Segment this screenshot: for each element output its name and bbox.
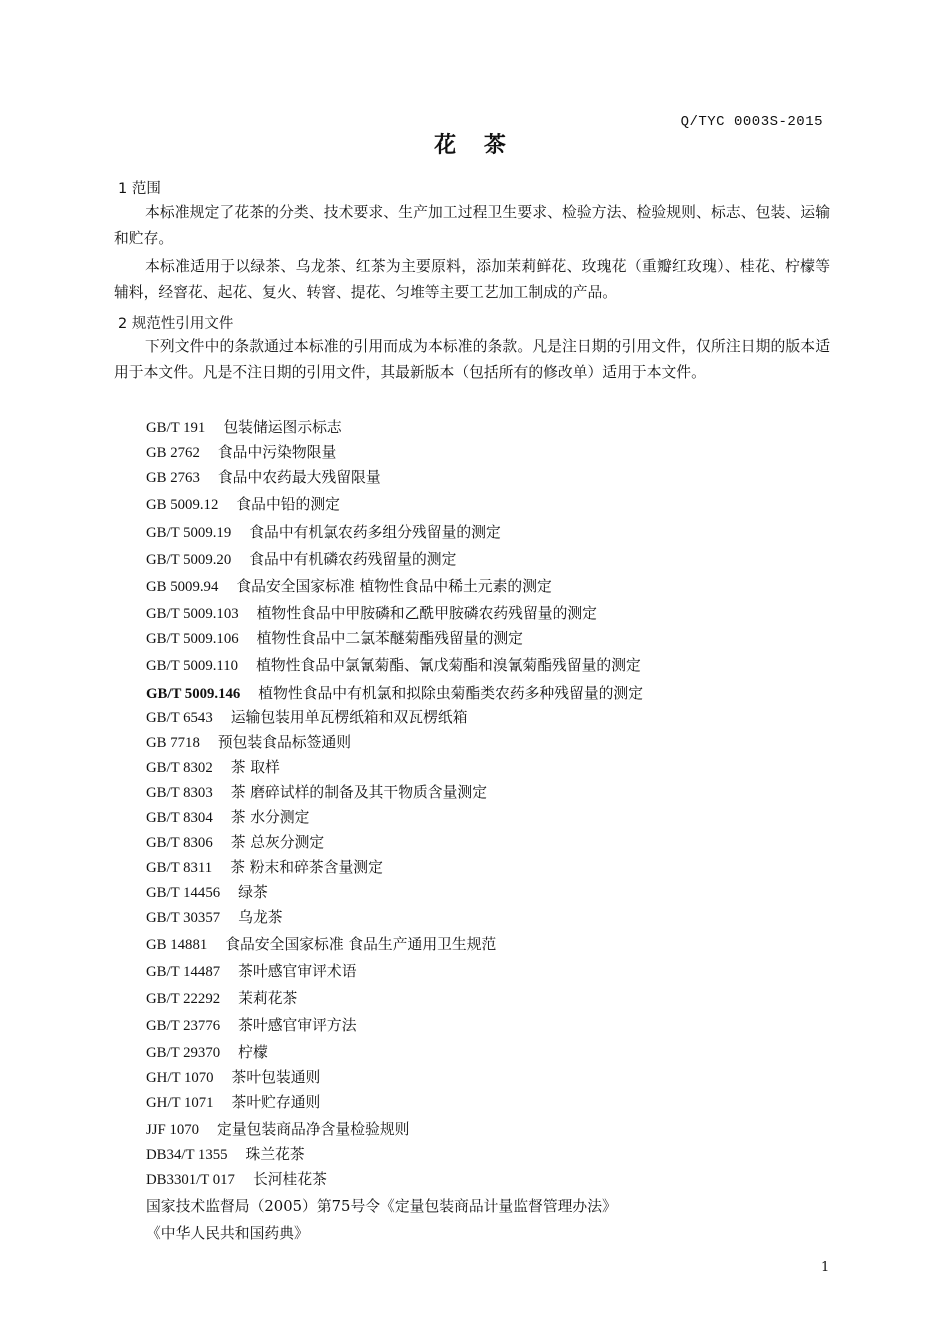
reference-title: 植物性食品中有机氯和拟除虫菊酯类农药多种残留量的测定 (258, 685, 644, 702)
reference-code: JJF 1070 (146, 1122, 200, 1138)
reference-code: GB 5009.94 (146, 579, 219, 595)
reference-code: DB3301/T 017 (146, 1172, 235, 1188)
reference-code: GB/T 14487 (146, 964, 221, 980)
reference-code: GH/T 1071 (146, 1095, 214, 1111)
reference-title: 茶 总灰分测定 (230, 834, 325, 851)
reference-code: GB/T 5009.103 (146, 606, 239, 622)
reference-code: GB/T 8302 (146, 760, 213, 776)
reference-title: 食品中污染物限量 (217, 444, 337, 461)
reference-item (146, 933, 496, 954)
reference-item (146, 521, 501, 542)
reference-item (146, 706, 468, 727)
reference-code: GB/T 8304 (146, 810, 213, 826)
reference-code: GH/T 1070 (146, 1070, 214, 1086)
reference-title: 食品中农药最大残留限量 (217, 469, 381, 486)
reference-item (146, 987, 297, 1008)
reference-item (146, 466, 381, 487)
reference-code: GB 7718 (146, 735, 200, 751)
section-2-heading: 2 规范性引用文件 (118, 316, 234, 332)
reference-code: GB 2762 (146, 445, 200, 461)
reference-title: 食品中有机磷农药残留量的测定 (249, 551, 457, 568)
reference-item (146, 1091, 320, 1112)
reference-title: 茶 磨碎试样的制备及其干物质含量测定 (230, 784, 487, 801)
reference-item (146, 1066, 320, 1087)
section-2-intro: 下列文件中的条款通过本标准的引用而成为本标准的条款。凡是注日期的引用文件，仅所注日期的版本适用于本文件。凡是不注日期的引用文件，其最新版本（包括所有的修改单）适用于本文件。 (114, 338, 830, 381)
reference-code: GB/T 5009.19 (146, 525, 232, 541)
reference-item (146, 960, 357, 981)
reference-item (146, 756, 280, 777)
reference-item (146, 441, 336, 462)
reference-item (146, 831, 324, 852)
reference-title: 植物性食品中甲胺磷和乙酰甲胺磷农药残留量的测定 (256, 605, 597, 622)
reference-item (146, 1014, 357, 1035)
reference-title: 定量包装商品净含量检验规则 (217, 1121, 410, 1138)
reference-item (146, 493, 340, 514)
reference-item (146, 654, 641, 675)
reference-title: 茶叶感官审评方法 (238, 1017, 357, 1034)
reference-title: 植物性食品中二氯苯醚菊酯残留量的测定 (256, 630, 523, 647)
reference-title: 食品中有机氯农药多组分残留量的测定 (249, 524, 501, 541)
reference-extra: 《中华人民共和国药典》 (146, 1225, 309, 1242)
reference-code: GB/T 23776 (146, 1018, 221, 1034)
reference-title: 茶叶感官审评术语 (238, 963, 357, 980)
reference-code: GB/T 8311 (146, 860, 213, 876)
reference-item (146, 1041, 268, 1062)
reference-title: 绿茶 (238, 884, 268, 901)
reference-title: 乌龙茶 (238, 909, 283, 926)
reference-item (146, 1118, 409, 1139)
reference-code: GB/T 14456 (146, 885, 221, 901)
reference-title: 茉莉花茶 (238, 990, 298, 1007)
reference-title: 食品安全国家标准 植物性食品中稀土元素的测定 (236, 578, 552, 595)
reference-item (146, 548, 456, 569)
reference-item (146, 602, 597, 623)
reference-item (146, 682, 643, 703)
page-number: 1 (821, 1260, 830, 1275)
reference-code: GB/T 5009.110 (146, 658, 239, 674)
reference-title: 预包装食品标签通则 (217, 734, 352, 751)
reference-item (146, 416, 342, 437)
reference-title: 包装储运图示标志 (223, 419, 342, 436)
reference-item (146, 1143, 305, 1164)
reference-title: 茶 粉末和碎茶含量测定 (230, 859, 383, 876)
standard-code: Q/TYC 0003S-2015 (680, 114, 823, 130)
section-1-heading: 1 范围 (118, 181, 161, 197)
reference-item (146, 575, 552, 596)
reference-title: 珠兰花茶 (245, 1146, 305, 1163)
reference-item (146, 806, 309, 827)
document-title: 花 茶 (434, 133, 516, 158)
reference-item (146, 906, 283, 927)
reference-code: GB/T 8303 (146, 785, 213, 801)
reference-title: 植物性食品中氯氰菊酯、氰戊菊酯和溴氰菊酯残留量的测定 (256, 657, 641, 674)
section-1-paragraph: 本标准规定了花茶的分类、技术要求、生产加工过程卫生要求、检验方法、检验规则、标志、包装、运输和贮存。 (114, 204, 830, 247)
reference-code: GB/T 30357 (146, 910, 221, 926)
reference-code: GB/T 8306 (146, 835, 213, 851)
reference-code: GB/T 6543 (146, 710, 213, 726)
reference-code: DB34/T 1355 (146, 1147, 228, 1163)
reference-title: 茶 水分测定 (230, 809, 310, 826)
reference-code: GB/T 5009.106 (146, 631, 239, 647)
reference-code: GB/T 5009.146 (146, 686, 241, 702)
reference-title: 茶叶包装通则 (231, 1069, 321, 1086)
reference-item (146, 856, 383, 877)
section-1-paragraph: 本标准适用于以绿茶、乌龙茶、红茶为主要原料，添加茉莉鲜花、玫瑰花（重瓣红玫瑰）、桂花、柠檬等辅料，经窨花、起花、复火、转窨、提花、匀堆等主要工艺加工制成的产品。 (114, 258, 830, 301)
reference-code: GB/T 5009.20 (146, 552, 232, 568)
reference-item (146, 627, 523, 648)
reference-code: GB/T 22292 (146, 991, 221, 1007)
reference-item (146, 1168, 327, 1189)
reference-title: 食品中铅的测定 (236, 496, 340, 513)
reference-title: 柠檬 (238, 1044, 268, 1061)
reference-extra: 国家技术监督局（2005）第75号令《定量包装商品计量监督管理办法》 (146, 1198, 617, 1215)
reference-code: GB 5009.12 (146, 497, 219, 513)
reference-item (146, 781, 487, 802)
reference-code: GB 14881 (146, 937, 208, 953)
reference-title: 食品安全国家标准 食品生产通用卫生规范 (225, 936, 497, 953)
reference-title: 运输包装用单瓦楞纸箱和双瓦楞纸箱 (230, 709, 468, 726)
reference-code: GB/T 29370 (146, 1045, 221, 1061)
reference-code: GB/T 191 (146, 420, 206, 436)
reference-title: 茶叶贮存通则 (231, 1094, 321, 1111)
reference-item (146, 881, 268, 902)
reference-item (146, 731, 351, 752)
reference-title: 长河桂花茶 (252, 1171, 327, 1188)
reference-title: 茶 取样 (230, 759, 280, 776)
reference-code: GB 2763 (146, 470, 200, 486)
